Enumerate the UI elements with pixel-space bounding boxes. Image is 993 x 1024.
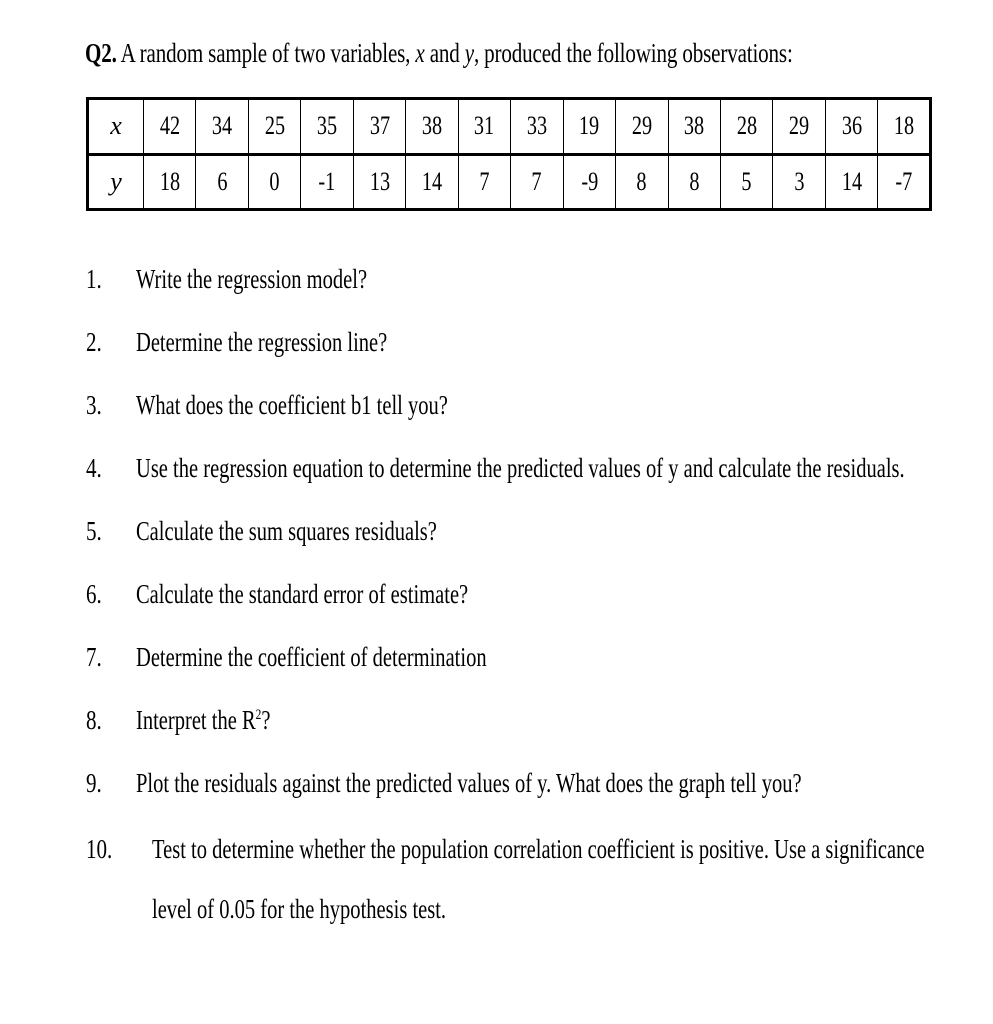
y-cell: -9 xyxy=(563,154,615,210)
item-text: What does the coefficient b1 tell you? xyxy=(136,390,448,420)
item-text: Interpret the $R^2$? xyxy=(136,705,271,735)
y-cell: 8 xyxy=(616,154,668,210)
x-cell: 35 xyxy=(301,99,353,155)
item-number: 9. xyxy=(86,768,102,798)
y-cell: 14 xyxy=(825,154,877,210)
item-text: Determine the regression line? xyxy=(136,327,388,357)
x-cell: 38 xyxy=(668,99,720,155)
y-cell: 8 xyxy=(668,154,720,210)
question-intro-a: A random sample of two variables, xyxy=(120,38,416,68)
x-cell: 28 xyxy=(720,99,772,155)
item-text: Use the regression equation to determine the predicted values of y and calculate the residuals. xyxy=(136,453,905,483)
y-cell: 14 xyxy=(406,154,458,210)
item-number: 1. xyxy=(86,264,102,294)
x-cell: 33 xyxy=(511,99,563,155)
x-cell: 31 xyxy=(458,99,510,155)
y-cell: 0 xyxy=(248,154,300,210)
y-cell: 18 xyxy=(144,154,196,210)
x-cell: 37 xyxy=(353,99,405,155)
y-cell: 7 xyxy=(458,154,510,210)
item-text: Determine the coefficient of determination xyxy=(136,642,487,672)
item-number: 2. xyxy=(86,327,102,357)
y-row-label: y xyxy=(88,154,144,210)
item-text: Test to determine whether the population correlation coefficient is positive. Use a significance xyxy=(152,834,925,864)
y-cell: 13 xyxy=(353,154,405,210)
item-text: Calculate the sum squares residuals? xyxy=(136,516,437,546)
y-cell: 7 xyxy=(511,154,563,210)
item-number: 6. xyxy=(86,579,102,609)
question-intro-c: , produced the following observations: xyxy=(473,38,793,68)
item-number: 5. xyxy=(86,516,102,546)
y-cell: 5 xyxy=(720,154,772,210)
superscript-2: 2 xyxy=(255,707,262,723)
y-cell: 3 xyxy=(773,154,825,210)
item-text: Calculate the standard error of estimate? xyxy=(136,579,469,609)
y-cell: 6 xyxy=(196,154,248,210)
question-intro-b: and xyxy=(424,38,465,68)
x-cell: 25 xyxy=(248,99,300,155)
question-number: Q2. xyxy=(85,38,117,68)
x-cell: 29 xyxy=(616,99,668,155)
x-cell: 19 xyxy=(563,99,615,155)
x-cell: 18 xyxy=(878,99,931,155)
y-cell: -7 xyxy=(878,154,931,210)
variable-x: x xyxy=(415,38,425,68)
x-cell: 36 xyxy=(825,99,877,155)
x-row-label: x xyxy=(88,99,144,155)
x-cell: 38 xyxy=(406,99,458,155)
item-number: 7. xyxy=(86,642,102,672)
item-text: Write the regression model? xyxy=(136,264,368,294)
item-number: 8. xyxy=(86,705,102,735)
item-number: 3. xyxy=(86,390,102,420)
variable-y: y xyxy=(464,38,474,68)
x-cell: 34 xyxy=(196,99,248,155)
x-cell: 42 xyxy=(144,99,196,155)
item-text-continued: level of 0.05 for the hypothesis test. xyxy=(152,894,447,924)
item-number: 4. xyxy=(86,453,102,483)
item-number: 10. xyxy=(86,834,113,864)
item-text: Plot the residuals against the predicted values of y. What does the graph tell you? xyxy=(136,768,802,798)
x-cell: 29 xyxy=(773,99,825,155)
y-cell: -1 xyxy=(301,154,353,210)
